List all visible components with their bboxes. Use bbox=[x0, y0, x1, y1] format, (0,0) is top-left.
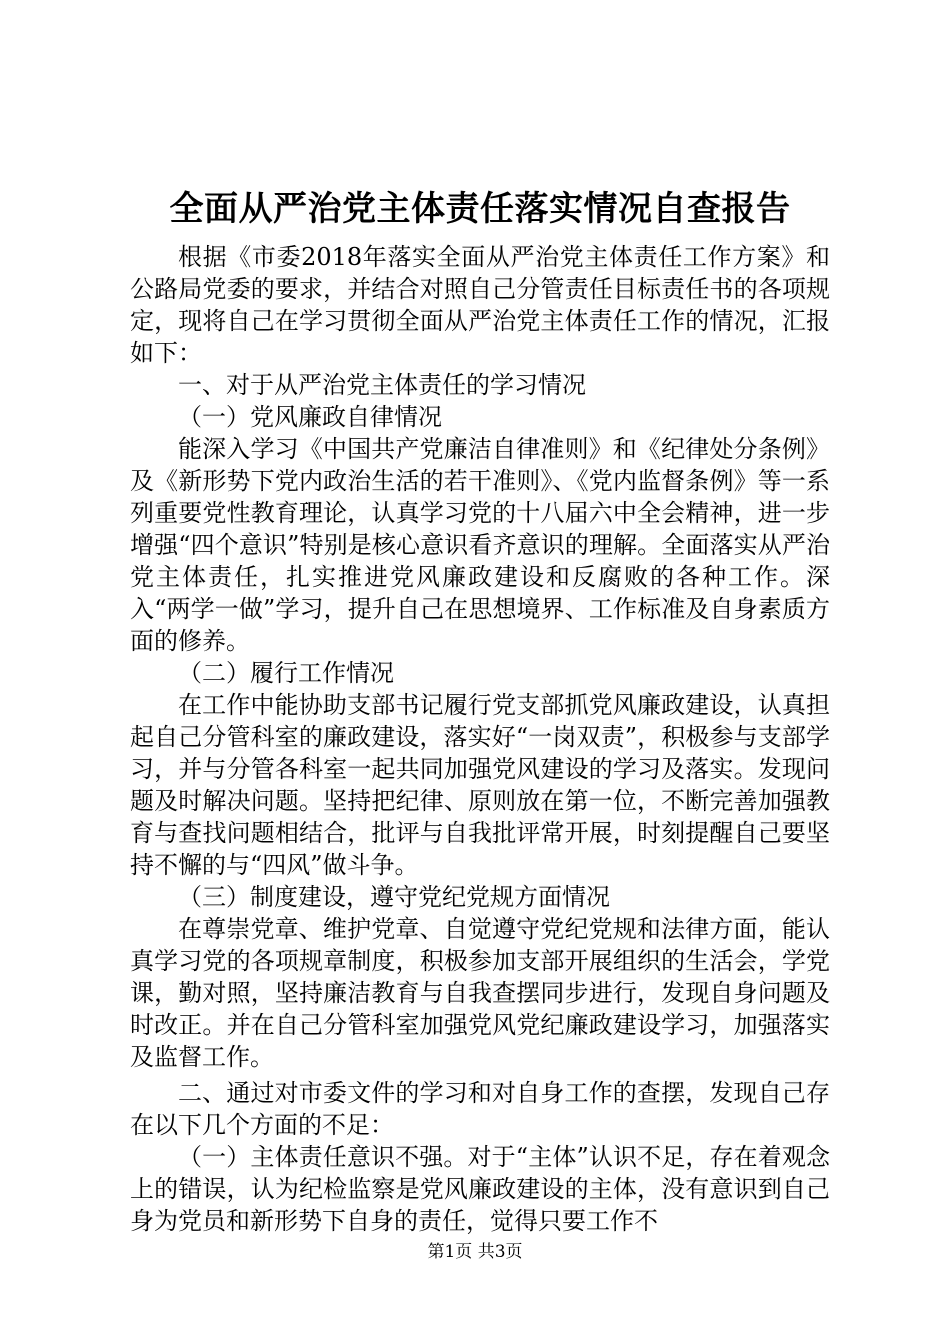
section-1-heading: 一、对于从严治党主体责任的学习情况 bbox=[178, 371, 586, 399]
section-2-sub-1-body: 对于“主体”认识不足，存在着观念上的错误，认为纪检监察是党风廉政建设的主体，没有意识到自己身为党员和新形势下自身的责任，觉得只要工作不 bbox=[130, 1143, 831, 1235]
section-1-sub-2-body: 在工作中能协助支部书记履行党支部抓党风廉政建设，认真担起自己分管科室的廉政建设，落实好“一岗双责”，积极参与支部学习，并与分管各科室一起共同加强党风建设的学习及落实。发现问题及时解决问题。坚持把纪律、原则放在第一位，不断完善加强教育与查找问题相结合，批评与自我批评常开展，时刻提醒自己要坚持不懈的与“四风”做斗争。 bbox=[130, 691, 830, 879]
intro-paragraph: 根据《市委2018年落实全面从严治党主体责任工作方案》和公路局党委的要求，并结合对照自己分管责任目标责任书的各项规定，现将自己在学习贯彻全面从严治党主体责任工作的情况，汇报如下： bbox=[130, 243, 830, 367]
section-1-sub-3-heading: （三）制度建设，遵守党纪党规方面情况 bbox=[178, 883, 610, 911]
page-footer: 第1页 共3页 bbox=[427, 1242, 523, 1262]
section-1-sub-3-body: 在尊崇党章、维护党章、自觉遵守党纪党规和法律方面，能认真学习党的各项规章制度，积极参加支部开展组织的生活会，学党课，勤对照，坚持廉洁教育与自我查摆同步进行，发现自身问题及时改正。并在自己分管科室加强党风党纪廉政建设学习，加强落实及监督工作。 bbox=[130, 915, 830, 1071]
section-2-sub-1-paragraph bbox=[130, 1141, 830, 1237]
document-page bbox=[130, 185, 830, 1237]
section-1-sub-2-heading: （二）履行工作情况 bbox=[178, 659, 394, 687]
section-2-heading: 二、通过对市委文件的学习和对自身工作的查摆，发现自己存在以下几个方面的不足： bbox=[130, 1079, 830, 1139]
section-2-sub-1-lead: （一）主体责任意识不强。 bbox=[178, 1143, 468, 1171]
document-title: 全面从严治党主体责任落实情况自查报告 bbox=[169, 189, 791, 229]
section-1-sub-1-body: 能深入学习《中国共产党廉洁自律准则》和《纪律处分条例》及《新形势下党内政治生活的若干准则》、《党内监督条例》等一系列重要党性教育理论，认真学习党的十八届六中全会精神，进一步增强“四个意识”特别是核心意识看齐意识的理解。全面落实从严治党主体责任，扎实推进党风廉政建设和反腐败的各种工作。深入“两学一做”学习，提升自己在思想境界、工作标准及自身素质方面的修养。 bbox=[130, 435, 830, 655]
section-1-sub-1-heading: （一）党风廉政自律情况 bbox=[178, 403, 442, 431]
